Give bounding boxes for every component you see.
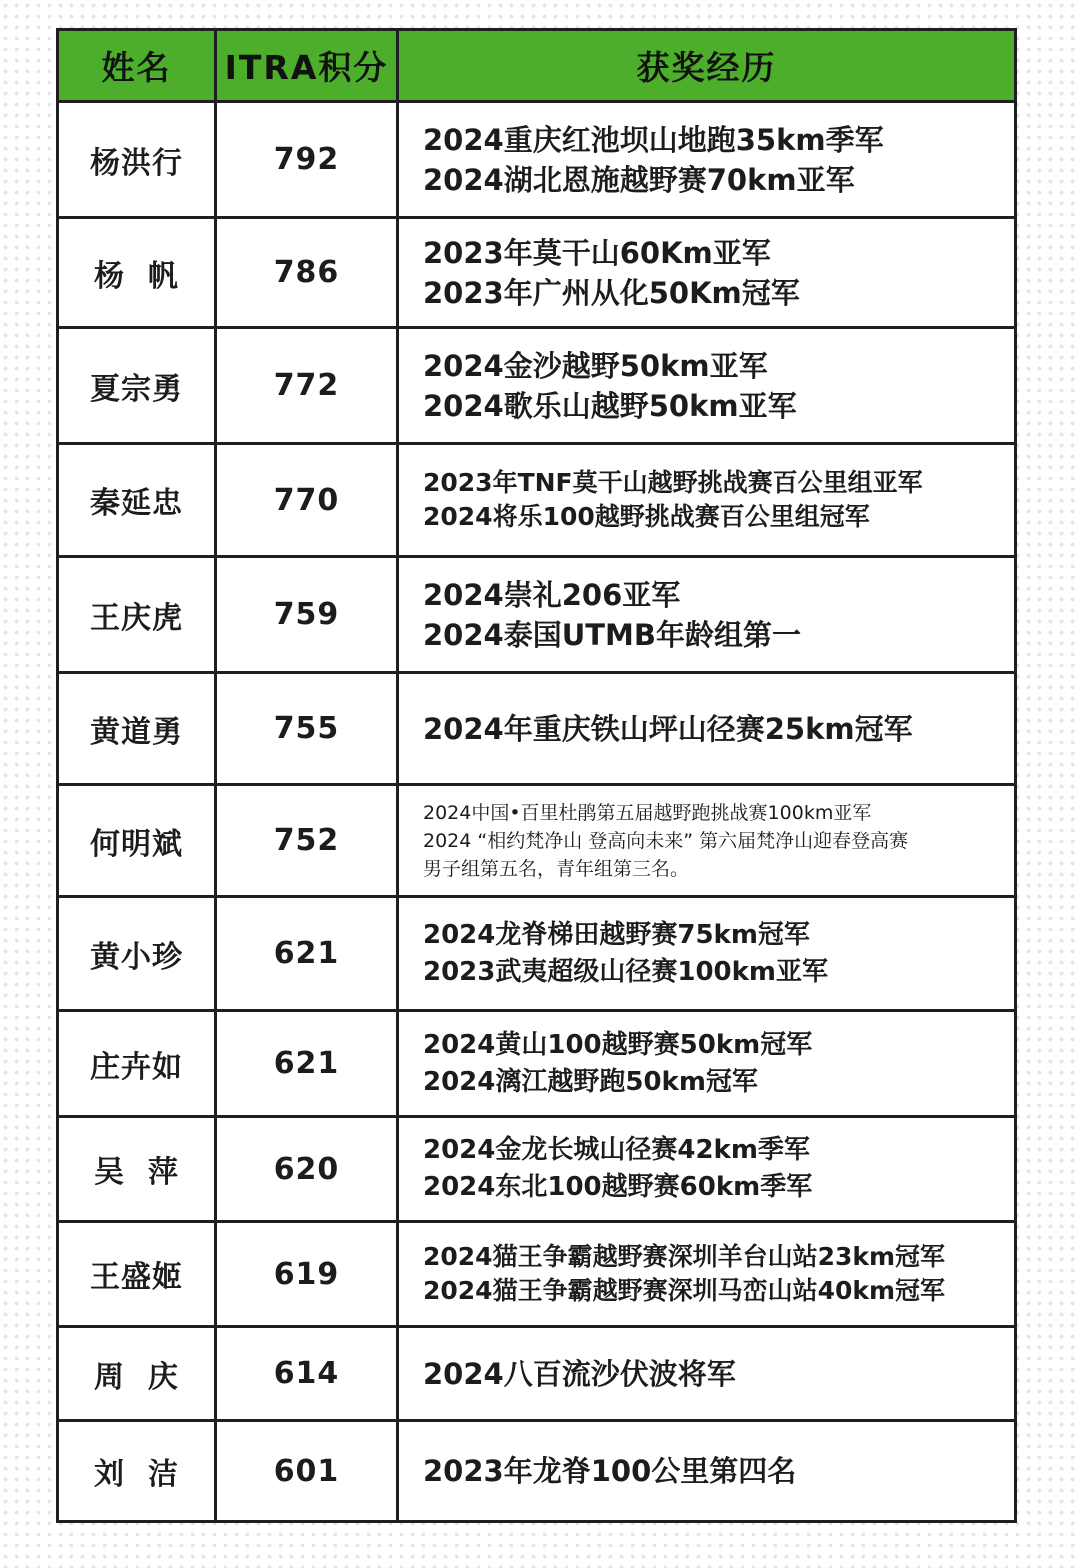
award-line: 2024将乐100越野挑战赛百公里组冠军 xyxy=(423,502,870,531)
awards-cell xyxy=(398,1222,1016,1327)
itra-score: 601 xyxy=(216,1421,398,1522)
award-line: 2024泰国UTMB年龄组第一 xyxy=(423,617,802,652)
awards-cell xyxy=(398,102,1016,218)
awards-cell xyxy=(398,785,1016,897)
award-line: 2024金沙越野50km亚军 xyxy=(423,348,768,383)
header-name: 姓名 xyxy=(58,30,216,102)
itra-score: 621 xyxy=(216,1011,398,1117)
runner-name: 黄小珍 xyxy=(58,897,216,1011)
itra-score: 752 xyxy=(216,785,398,897)
table-row xyxy=(58,1421,1016,1522)
awards-cell xyxy=(398,673,1016,785)
table-row xyxy=(58,328,1016,444)
runner-name: 庄卉如 xyxy=(58,1011,216,1117)
award-line: 2024黄山100越野赛50km冠军 xyxy=(423,1029,813,1060)
award-line: 2024湖北恩施越野赛70km亚军 xyxy=(423,162,855,197)
table-row xyxy=(58,557,1016,673)
header-awards: 获奖经历 xyxy=(398,30,1016,102)
award-line: 2024龙脊梯田越野赛75km冠军 xyxy=(423,919,810,950)
award-line: 2024重庆红池坝山地跑35km季军 xyxy=(423,122,884,157)
award-line: 男子组第五名，青年组第三名。 xyxy=(423,857,690,880)
itra-score: 759 xyxy=(216,557,398,673)
award-line: 2024漓江越野跑50km冠军 xyxy=(423,1066,758,1097)
award-line: 2023年TNF莫干山越野挑战赛百公里组亚军 xyxy=(423,468,923,497)
award-line: 2024中国•百里杜鹃第五届越野跑挑战赛100km亚军 xyxy=(423,801,872,824)
table-row xyxy=(58,102,1016,218)
table-row xyxy=(58,444,1016,557)
table-row xyxy=(58,673,1016,785)
award-line: 2024金龙长城山径赛42km季军 xyxy=(423,1135,810,1165)
itra-ranking-table xyxy=(56,28,1017,1523)
itra-score: 772 xyxy=(216,328,398,444)
itra-score: 770 xyxy=(216,444,398,557)
table-body xyxy=(58,102,1016,1522)
awards-cell xyxy=(398,1011,1016,1117)
award-line: 2023年莫干山60Km亚军 xyxy=(423,235,771,270)
itra-score: 786 xyxy=(216,218,398,328)
awards-cell xyxy=(398,1421,1016,1522)
table-row xyxy=(58,897,1016,1011)
table-row xyxy=(58,1117,1016,1222)
table-row xyxy=(58,1011,1016,1117)
award-line: 2023武夷超级山径赛100km亚军 xyxy=(423,956,829,987)
table-row xyxy=(58,218,1016,328)
awards-cell xyxy=(398,328,1016,444)
awards-cell xyxy=(398,897,1016,1011)
table-row xyxy=(58,1327,1016,1421)
awards-cell xyxy=(398,444,1016,557)
awards-cell xyxy=(398,218,1016,328)
award-line: 2024歌乐山越野50km亚军 xyxy=(423,388,797,423)
itra-score: 792 xyxy=(216,102,398,218)
runner-name: 杨洪行 xyxy=(58,102,216,218)
award-line: 2024 “相约梵净山 登高向未来” 第六届梵净山迎春登高赛 xyxy=(423,829,909,852)
runner-name: 王庆虎 xyxy=(58,557,216,673)
runner-name: 夏宗勇 xyxy=(58,328,216,444)
award-line: 2024崇礼206亚军 xyxy=(423,577,681,612)
award-line: 2024猫王争霸越野赛深圳马峦山站40km冠军 xyxy=(423,1276,946,1305)
header-score: ITRA积分 xyxy=(216,30,398,102)
table-header xyxy=(58,30,1016,102)
runner-name: 周 庆 xyxy=(58,1327,216,1421)
itra-score: 621 xyxy=(216,897,398,1011)
itra-score: 620 xyxy=(216,1117,398,1222)
runner-name: 刘 洁 xyxy=(58,1421,216,1522)
award-line: 2024猫王争霸越野赛深圳羊台山站23km冠军 xyxy=(423,1242,946,1271)
table-row xyxy=(58,1222,1016,1327)
awards-cell xyxy=(398,1117,1016,1222)
award-line: 2023年龙脊100公里第四名 xyxy=(423,1454,797,1488)
award-line: 2024年重庆铁山坪山径赛25km冠军 xyxy=(423,711,913,746)
runner-name: 吴 萍 xyxy=(58,1117,216,1222)
runner-name: 王盛姬 xyxy=(58,1222,216,1327)
runner-name: 秦延忠 xyxy=(58,444,216,557)
table-row xyxy=(58,785,1016,897)
award-line: 2023年广州从化50Km冠军 xyxy=(423,275,800,310)
header-row xyxy=(58,30,1016,102)
runner-name: 杨 帆 xyxy=(58,218,216,328)
itra-score: 755 xyxy=(216,673,398,785)
itra-score: 614 xyxy=(216,1327,398,1421)
runner-name: 黄道勇 xyxy=(58,673,216,785)
itra-score: 619 xyxy=(216,1222,398,1327)
awards-cell xyxy=(398,1327,1016,1421)
runner-name: 何明斌 xyxy=(58,785,216,897)
award-line: 2024东北100越野赛60km季军 xyxy=(423,1172,813,1202)
award-line: 2024八百流沙伏波将军 xyxy=(423,1356,736,1391)
awards-cell xyxy=(398,557,1016,673)
